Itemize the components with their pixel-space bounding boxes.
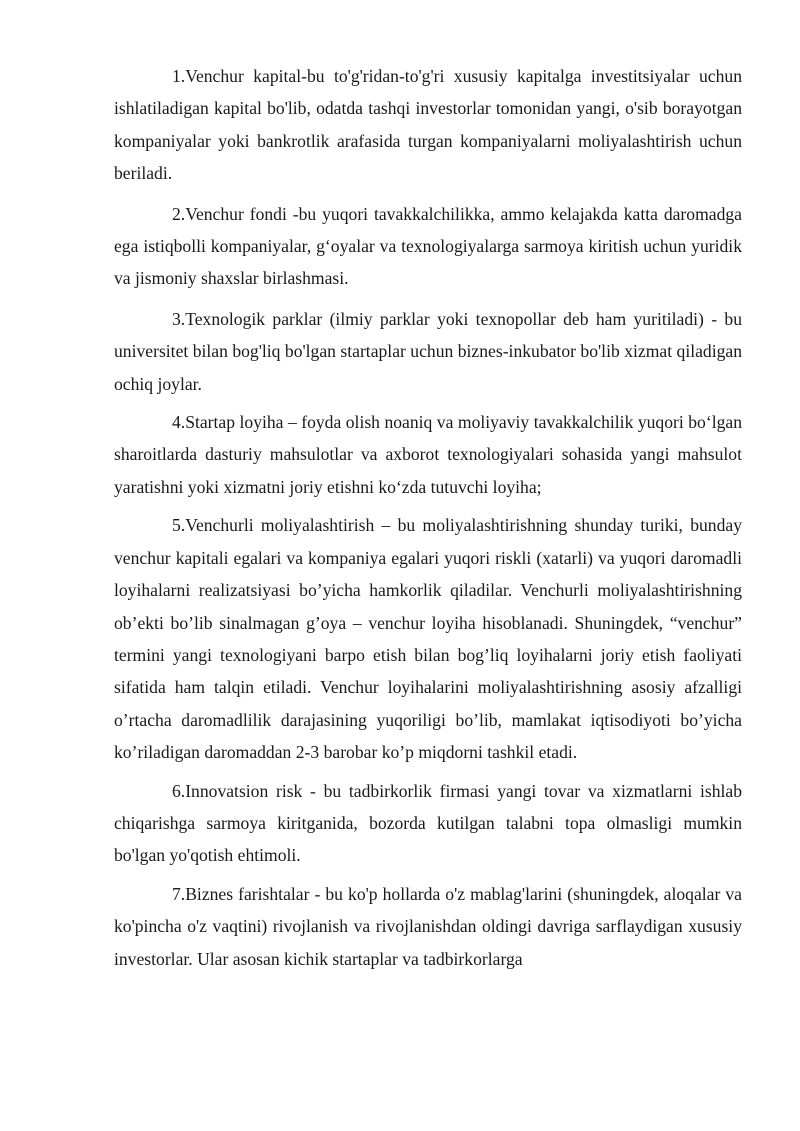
paragraph-venchurli-moliyalashtirish: 5.Venchurli moliyalashtirish – bu moliyalashtirishning shunday turiki, bunday venchur kapitali egalari va kompaniya egalari yuqori riskli (xatarli) va yuqori daromadli loyihalarni realizatsiyasi bo’yicha hamkorlik qiladilar. Venchurli moliyalashtirishning ob’ekti bo’lib sinalmagan g’oya – venchur loyiha hisoblanadi. Shuningdek, “venchur” termini yangi texnologiyani barpo etish bilan bog’liq loyihalarni joriy etish faoliyati sifatida ham talqin etiladi. Venchur loyihalarini moliyalashtirishning asosiy afzalligi o’rtacha daromadlilik darajasining yuqoriligi bo’lib, mamlakat iqtisodiyoti bo’yicha ko’riladigan daromaddan 2-3 barobar ko’p miqdorni tashkil etadi. — [114, 515, 742, 763]
paragraph-venchur-kapital: 1.Venchur kapital-bu to'g'ridan-to'g'ri xususiy kapitalga investitsiyalar uchun ishlatiladigan kapital bo'lib, odatda tashqi investorlar tomonidan yangi, o'sib borayotgan kompaniyalar yoki bankrotlik arafasida turgan kompaniyalarni moliyalashtirish uchun beriladi. — [114, 66, 742, 184]
paragraph-startap-loyiha: 4.Startap loyiha – foyda olish noaniq va moliyaviy tavakkalchilik yuqori bo‘lgan sharoitlarda dasturiy mahsulotlar va axborot texnologiyalari sohasida yangi mahsulot yaratishni yoki xizmatni joriy etishni ko‘zda tutuvchi loyiha; — [114, 412, 742, 497]
paragraph-texnologik-parklar: 3.Texnologik parklar (ilmiy parklar yoki texnopollar deb ham yuritiladi) - bu universitet bilan bog'liq bo'lgan startaplar uchun biznes-inkubator bo'lib xizmat qiladigan ochiq joylar. — [114, 308, 742, 394]
paragraph-innovatsion-risk: 6.Innovatsion risk - bu tadbirkorlik firmasi yangi tovar va xizmatlarni ishlab chiqarishga sarmoya kiritganida, bozorda kutilgan talabni topa olmasligi mumkin bo'lgan yo'qotish ehtimoli. — [114, 780, 742, 866]
document-page — [114, 60, 742, 981]
paragraph-venchur-fondi: 2.Venchur fondi -bu yuqori tavakkalchilikka, ammo kelajakda katta daromadga ega istiqbolli kompaniyalar, g‘oyalar va texnologiyalarga sarmoya kiritish uchun yuridik va jismoniy shaxslar birlashmasi. — [114, 203, 742, 289]
paragraph-biznes-farishtalar: 7.Biznes farishtalar - bu ko'p hollarda o'z mablag'larini (shuningdek, aloqalar va ko'pincha o'z vaqtini) rivojlanish va rivojlanishdan oldingi davriga sarflaydigan xususiy investorlar. Ular asosan kichik startaplar va tadbirkorlarga — [114, 883, 742, 969]
